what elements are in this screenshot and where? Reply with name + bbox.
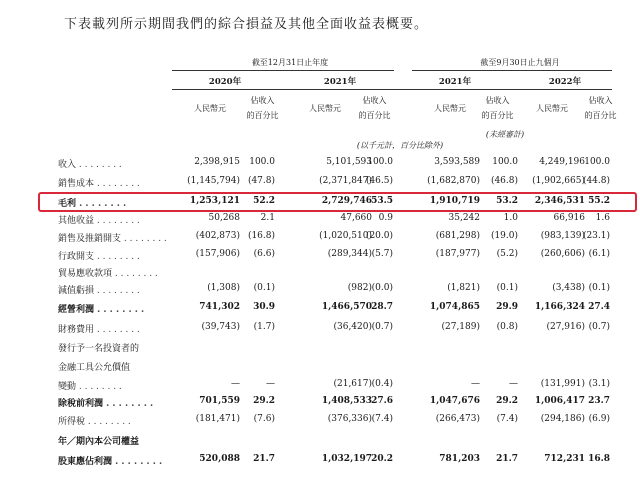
amount-cell: (39,743) — [201, 322, 240, 332]
leader-dots: . . . . . . . . — [76, 382, 122, 392]
leader-dots: . . . . . . . . — [94, 252, 140, 262]
table-row — [0, 434, 640, 451]
amount-cell: 35,242 — [448, 213, 480, 223]
col-pct-2a: 佔收入 — [362, 96, 387, 105]
percent-cell: 100.0 — [492, 157, 518, 167]
percent-cell: 23.7 — [588, 396, 610, 406]
percent-cell: 20.2 — [371, 454, 393, 464]
year-2020: 2020年 — [208, 77, 242, 87]
percent-cell: 53.5 — [371, 196, 393, 206]
amount-cell: (1,821) — [447, 283, 480, 293]
leader-dots: . . . . . . . . — [94, 179, 140, 189]
leader-dots: . . . . . . . . — [76, 160, 122, 170]
row-label: 其他收益 . . . . . . . . — [58, 216, 140, 226]
amount-cell: (294,186) — [540, 414, 585, 424]
table-row — [0, 283, 640, 300]
row-label: 變動 . . . . . . . . — [58, 382, 122, 392]
row-label: 發行予一名投資者的 — [58, 344, 140, 354]
col-pct-1a: 佔收入 — [250, 96, 275, 105]
amount-cell: (27,189) — [441, 322, 480, 332]
percent-cell: (7.4) — [371, 414, 393, 424]
unit-note: (以千元計，百分比除外) — [356, 141, 444, 150]
unaudited-note: (未經審計) — [485, 130, 525, 139]
amount-cell: 1,910,719 — [429, 196, 480, 206]
percent-cell: (0.7) — [371, 322, 393, 332]
percent-cell: (20.0) — [365, 231, 393, 241]
group-underline-2 — [412, 70, 612, 71]
row-label: 行政開支 . . . . . . . . — [58, 252, 140, 262]
group-header-nine-months: 截至9月30日止九個月 — [480, 58, 560, 67]
percent-cell: (1.7) — [253, 322, 275, 332]
year-2021-full: 2021年 — [323, 77, 357, 87]
row-label: 經營利潤 . . . . . . . . — [58, 305, 145, 315]
percent-cell: 30.9 — [253, 302, 275, 312]
amount-cell: (260,606) — [540, 249, 585, 259]
amount-cell: 66,916 — [553, 213, 585, 223]
group-underline-1 — [172, 70, 394, 71]
amount-cell: 5,101,593 — [326, 157, 372, 167]
year-2022-nine: 2022年 — [548, 77, 582, 87]
amount-cell: (289,344) — [327, 249, 372, 259]
amount-cell: (402,873) — [195, 231, 240, 241]
percent-cell: (6.1) — [588, 249, 610, 259]
amount-cell: 1,408,533 — [321, 396, 372, 406]
percent-cell: — — [266, 379, 275, 389]
percent-cell: (0.1) — [588, 283, 610, 293]
amount-cell: 3,593,589 — [434, 157, 480, 167]
col-pct-2b: 的百分比 — [358, 111, 391, 120]
amount-cell: (27,916) — [546, 322, 585, 332]
table-row — [0, 379, 640, 396]
percent-cell: 0.9 — [378, 213, 393, 223]
amount-cell: 4,249,196 — [539, 157, 585, 167]
leader-dots: . . . . . . . . — [76, 199, 127, 209]
leader-dots: . . . . . . . . — [94, 325, 140, 335]
row-label: 金融工具公允價值 — [58, 363, 131, 373]
percent-cell: 52.2 — [253, 196, 275, 206]
amount-cell: (681,298) — [435, 231, 480, 241]
table-row — [0, 231, 640, 248]
row-label: 股東應佔利潤 . . . . . . . . — [58, 457, 163, 467]
row-label: 減值虧損 . . . . . . . . — [58, 286, 140, 296]
amount-cell: 2,398,915 — [194, 157, 240, 167]
percent-cell: (0.0) — [371, 283, 393, 293]
gross-profit-highlight-box — [38, 192, 637, 212]
year-underline — [172, 89, 612, 90]
leader-dots: . . . . . . . . — [103, 399, 154, 409]
col-rmb-1: 人民幣元 — [194, 104, 226, 113]
percent-cell: (5.2) — [496, 249, 518, 259]
amount-cell: (983,139) — [540, 231, 585, 241]
amount-cell: 712,231 — [544, 454, 585, 464]
leader-dots: . . . . . . . . — [112, 269, 158, 279]
percent-cell: 29.2 — [253, 396, 275, 406]
group-header-full-year: 截至12月31日止年度 — [251, 58, 329, 67]
table-row — [0, 454, 640, 471]
intro-text: 下表載列所示期間我們的綜合損益及其他全面收益表概要。 — [64, 17, 429, 32]
col-pct-3b: 的百分比 — [481, 111, 514, 120]
row-label: 收入 . . . . . . . . — [58, 160, 122, 170]
percent-cell: (7.4) — [496, 414, 518, 424]
amount-cell: 2,729,746 — [321, 196, 372, 206]
row-label: 財務費用 . . . . . . . . — [58, 325, 140, 335]
percent-cell: 21.7 — [496, 454, 518, 464]
row-label: 所得稅 . . . . . . . . — [58, 417, 131, 427]
table-row — [0, 157, 640, 174]
percent-cell: 29.9 — [496, 302, 518, 312]
amount-cell: 520,088 — [199, 454, 240, 464]
col-pct-1b: 的百分比 — [246, 111, 279, 120]
percent-cell: 16.8 — [588, 454, 610, 464]
amount-cell: 2,346,531 — [534, 196, 585, 206]
percent-cell: (23.1) — [582, 231, 610, 241]
amount-cell: (1,145,794) — [187, 176, 240, 186]
percent-cell: 1.0 — [503, 213, 518, 223]
col-rmb-4: 人民幣元 — [536, 104, 568, 113]
amount-cell: 50,268 — [208, 213, 240, 223]
amount-cell: — — [471, 379, 480, 389]
percent-cell: 100.0 — [367, 157, 393, 167]
leader-dots: . . . . . . . . — [85, 417, 131, 427]
leader-dots: . . . . . . . . — [121, 234, 167, 244]
amount-cell: (2,371,847) — [319, 176, 372, 186]
percent-cell: — — [509, 379, 518, 389]
year-2021-nine: 2021年 — [438, 77, 472, 87]
percent-cell: (44.8) — [582, 176, 610, 186]
col-rmb-3: 人民幣元 — [434, 104, 466, 113]
amount-cell: (1,682,870) — [427, 176, 480, 186]
row-label: 貿易應收款項 . . . . . . . . — [58, 269, 158, 279]
table-row — [0, 213, 640, 230]
percent-cell: (6.6) — [253, 249, 275, 259]
percent-cell: 21.7 — [253, 454, 275, 464]
col-rmb-2: 人民幣元 — [309, 104, 341, 113]
table-row — [0, 302, 640, 319]
percent-cell: 29.2 — [496, 396, 518, 406]
amount-cell: 1,466,570 — [321, 302, 372, 312]
amount-cell: (266,473) — [435, 414, 480, 424]
table-row — [0, 414, 640, 431]
percent-cell: (5.7) — [371, 249, 393, 259]
amount-cell: (36,420) — [333, 322, 372, 332]
percent-cell: (3.1) — [588, 379, 610, 389]
table-row — [0, 396, 640, 413]
percent-cell: (0.8) — [496, 322, 518, 332]
row-label: 毛利 . . . . . . . . — [58, 199, 127, 209]
percent-cell: (16.8) — [247, 231, 275, 241]
amount-cell: (982) — [347, 283, 372, 293]
percent-cell: (0.7) — [588, 322, 610, 332]
percent-cell: 100.0 — [584, 157, 610, 167]
amount-cell: (21,617) — [333, 379, 372, 389]
amount-cell: (3,438) — [552, 283, 585, 293]
percent-cell: (7.6) — [253, 414, 275, 424]
leader-dots: . . . . . . . . — [112, 457, 163, 467]
amount-cell: 1,006,417 — [534, 396, 585, 406]
amount-cell: (181,471) — [195, 414, 240, 424]
amount-cell: 1,047,676 — [429, 396, 480, 406]
amount-cell: 1,253,121 — [189, 196, 240, 206]
percent-cell: 27.4 — [588, 302, 610, 312]
percent-cell: 27.6 — [371, 396, 393, 406]
percent-cell: 1.6 — [595, 213, 610, 223]
percent-cell: (46.5) — [365, 176, 393, 186]
percent-cell: 100.0 — [249, 157, 275, 167]
row-label: 年／期內本公司權益 — [58, 437, 140, 447]
percent-cell: (0.1) — [253, 283, 275, 293]
percent-cell: 53.2 — [496, 196, 518, 206]
table-row — [0, 176, 640, 193]
amount-cell: (376,336) — [327, 414, 372, 424]
table-row — [0, 322, 640, 339]
amount-cell: (187,977) — [435, 249, 480, 259]
amount-cell: — — [231, 379, 240, 389]
amount-cell: 47,660 — [340, 213, 372, 223]
amount-cell: (1,308) — [207, 283, 240, 293]
percent-cell: (46.8) — [490, 176, 518, 186]
percent-cell: (0.4) — [371, 379, 393, 389]
col-pct-3a: 佔收入 — [485, 96, 510, 105]
row-label: 銷售及推銷開支 . . . . . . . . — [58, 234, 167, 244]
row-label: 銷售成本 . . . . . . . . — [58, 179, 140, 189]
percent-cell: 55.2 — [588, 196, 610, 206]
percent-cell: 2.1 — [260, 213, 275, 223]
amount-cell: 741,302 — [199, 302, 240, 312]
percent-cell: (19.0) — [490, 231, 518, 241]
amount-cell: (1,902,665) — [532, 176, 585, 186]
amount-cell: 781,203 — [439, 454, 480, 464]
amount-cell: (131,991) — [540, 379, 585, 389]
amount-cell: 1,166,324 — [534, 302, 585, 312]
table-row — [0, 360, 640, 377]
amount-cell: (1,020,510) — [319, 231, 372, 241]
leader-dots: . . . . . . . . — [94, 216, 140, 226]
percent-cell: (47.8) — [247, 176, 275, 186]
amount-cell: 1,074,865 — [429, 302, 480, 312]
leader-dots: . . . . . . . . — [94, 286, 140, 296]
table-row — [0, 341, 640, 358]
leader-dots: . . . . . . . . — [94, 305, 145, 315]
table-row — [0, 266, 640, 283]
col-pct-4a: 佔收入 — [588, 96, 613, 105]
amount-cell: 1,032,197 — [321, 454, 372, 464]
row-label: 除稅前利潤 . . . . . . . . — [58, 399, 154, 409]
table-row — [0, 249, 640, 266]
col-pct-4b: 的百分比 — [584, 111, 617, 120]
amount-cell: 701,559 — [199, 396, 240, 406]
percent-cell: (6.9) — [588, 414, 610, 424]
amount-cell: (157,906) — [195, 249, 240, 259]
percent-cell: 28.7 — [371, 302, 393, 312]
percent-cell: (0.1) — [496, 283, 518, 293]
